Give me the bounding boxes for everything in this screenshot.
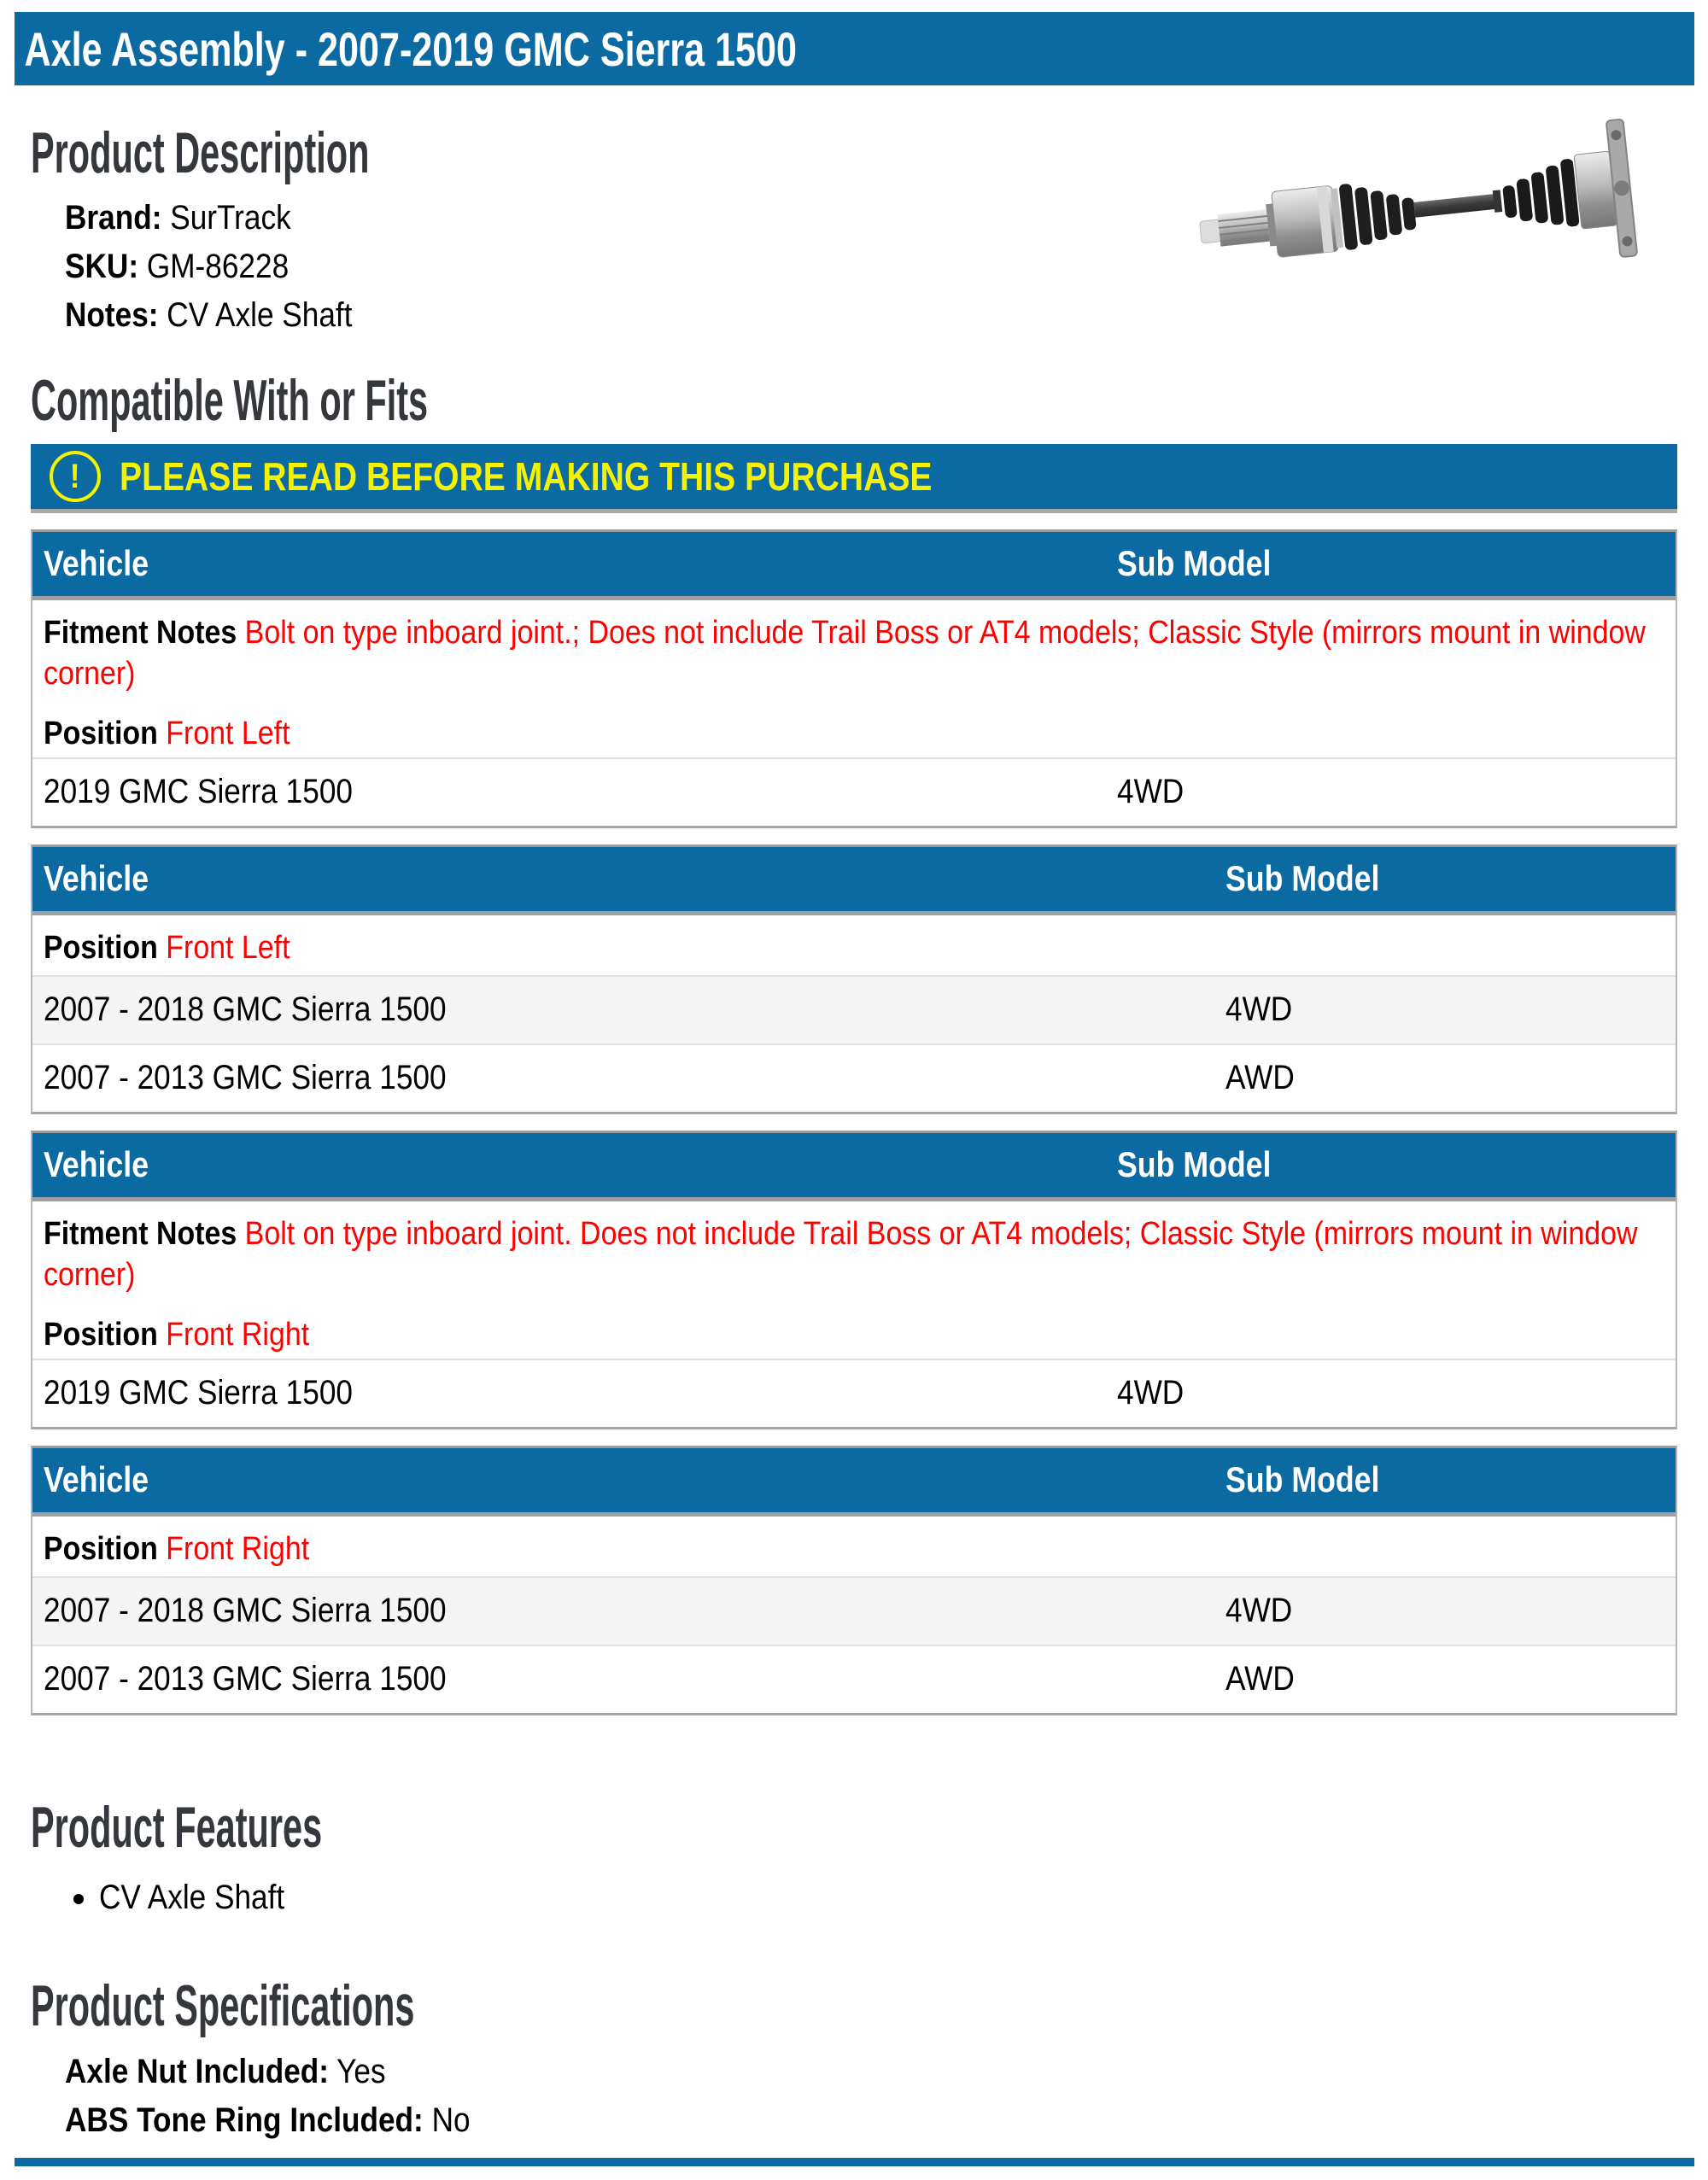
position-line: Position Front Right [44, 1530, 310, 1567]
page-title: Axle Assembly - 2007-2019 GMC Sierra 1500 [24, 21, 797, 76]
submodel-cell: AWD [1225, 1059, 1295, 1097]
fitment-table-3 [31, 1131, 1677, 1429]
fitment-notes-cell [32, 600, 1676, 757]
fitment-notes-cell [32, 1201, 1676, 1359]
submodel-column-header: Sub Model [1116, 543, 1272, 584]
fitment-table-4 [31, 1446, 1677, 1715]
cv-axle-shaft-illustration [1193, 119, 1637, 301]
vehicle-column-header: Vehicle [44, 858, 149, 899]
vehicle-cell: 2007 - 2013 GMC Sierra 1500 [44, 1059, 447, 1097]
vehicle-cell: 2019 GMC Sierra 1500 [44, 1374, 353, 1412]
submodel-column-header: Sub Model [1225, 1459, 1380, 1500]
axle-nut-field: Axle Nut Included: Yes [65, 2052, 386, 2090]
submodel-cell: 4WD [1225, 1592, 1293, 1630]
position-line: Position Front Left [44, 929, 290, 966]
submodel-column-header: Sub Model [1116, 1144, 1272, 1185]
abs-tone-ring-field: ABS Tone Ring Included: No [65, 2101, 471, 2139]
product-features-list [31, 1873, 1677, 1921]
submodel-column-header: Sub Model [1225, 858, 1380, 899]
fitment-table-2 [31, 845, 1677, 1114]
page-title-bar [15, 12, 1694, 85]
footer-accent-bar [15, 2158, 1694, 2166]
table-row [32, 975, 1676, 1043]
vehicle-column-header: Vehicle [44, 1144, 149, 1185]
fitment-notes-line: Fitment Notes Bolt on type inboard joint. Does not include Trail Boss or AT4 models; Classic Style (mirrors mount in window corner) [44, 1215, 1638, 1293]
table-row [32, 1645, 1676, 1713]
table-row [32, 1359, 1676, 1427]
notes-field: Notes: CV Axle Shaft [65, 296, 353, 335]
fitment-notes-cell [32, 915, 1676, 975]
vehicle-column-header: Vehicle [44, 543, 149, 584]
position-line: Position Front Left [44, 715, 290, 751]
product-photo [1185, 106, 1674, 309]
submodel-cell: 4WD [1116, 773, 1184, 811]
vehicle-cell: 2007 - 2013 GMC Sierra 1500 [44, 1660, 447, 1698]
purchase-warning-banner [31, 444, 1677, 513]
vehicle-cell: 2019 GMC Sierra 1500 [44, 773, 353, 811]
product-features-heading: Product Features [31, 1794, 323, 1860]
brand-field: Brand: SurTrack [65, 199, 291, 237]
vehicle-cell: 2007 - 2018 GMC Sierra 1500 [44, 1592, 447, 1630]
product-description-heading: Product Description [31, 120, 370, 185]
purchase-warning-text: PLEASE READ BEFORE MAKING THIS PURCHASE [120, 453, 933, 499]
fitment-notes-line: Fitment Notes Bolt on type inboard joint.; Does not include Trail Boss or AT4 models; Classic Style (mirrors mount in window corner) [44, 614, 1646, 692]
product-specifications-heading: Product Specifications [31, 1973, 415, 2039]
vehicle-cell: 2007 - 2018 GMC Sierra 1500 [44, 991, 447, 1029]
table-row [32, 1043, 1676, 1112]
fitment-notes-cell [32, 1517, 1676, 1576]
list-item: • CV Axle Shaft [99, 1873, 1677, 1921]
table-row [32, 1576, 1676, 1645]
submodel-cell: 4WD [1225, 991, 1293, 1029]
submodel-cell: 4WD [1116, 1374, 1184, 1412]
table-row [32, 757, 1676, 826]
product-specifications-fields [65, 2048, 1677, 2145]
table-header [32, 847, 1676, 915]
exclamation-circle-icon: ! [50, 451, 101, 502]
fitment-table-1 [31, 529, 1677, 828]
sku-field: SKU: GM-86228 [65, 248, 290, 286]
table-header [32, 1448, 1676, 1517]
submodel-cell: AWD [1225, 1660, 1295, 1698]
vehicle-column-header: Vehicle [44, 1459, 149, 1500]
main-content [0, 120, 1708, 2145]
table-header [32, 532, 1676, 600]
position-line: Position Front Right [44, 1316, 310, 1353]
compatibility-heading: Compatible With or Fits [31, 368, 429, 434]
table-header [32, 1133, 1676, 1201]
